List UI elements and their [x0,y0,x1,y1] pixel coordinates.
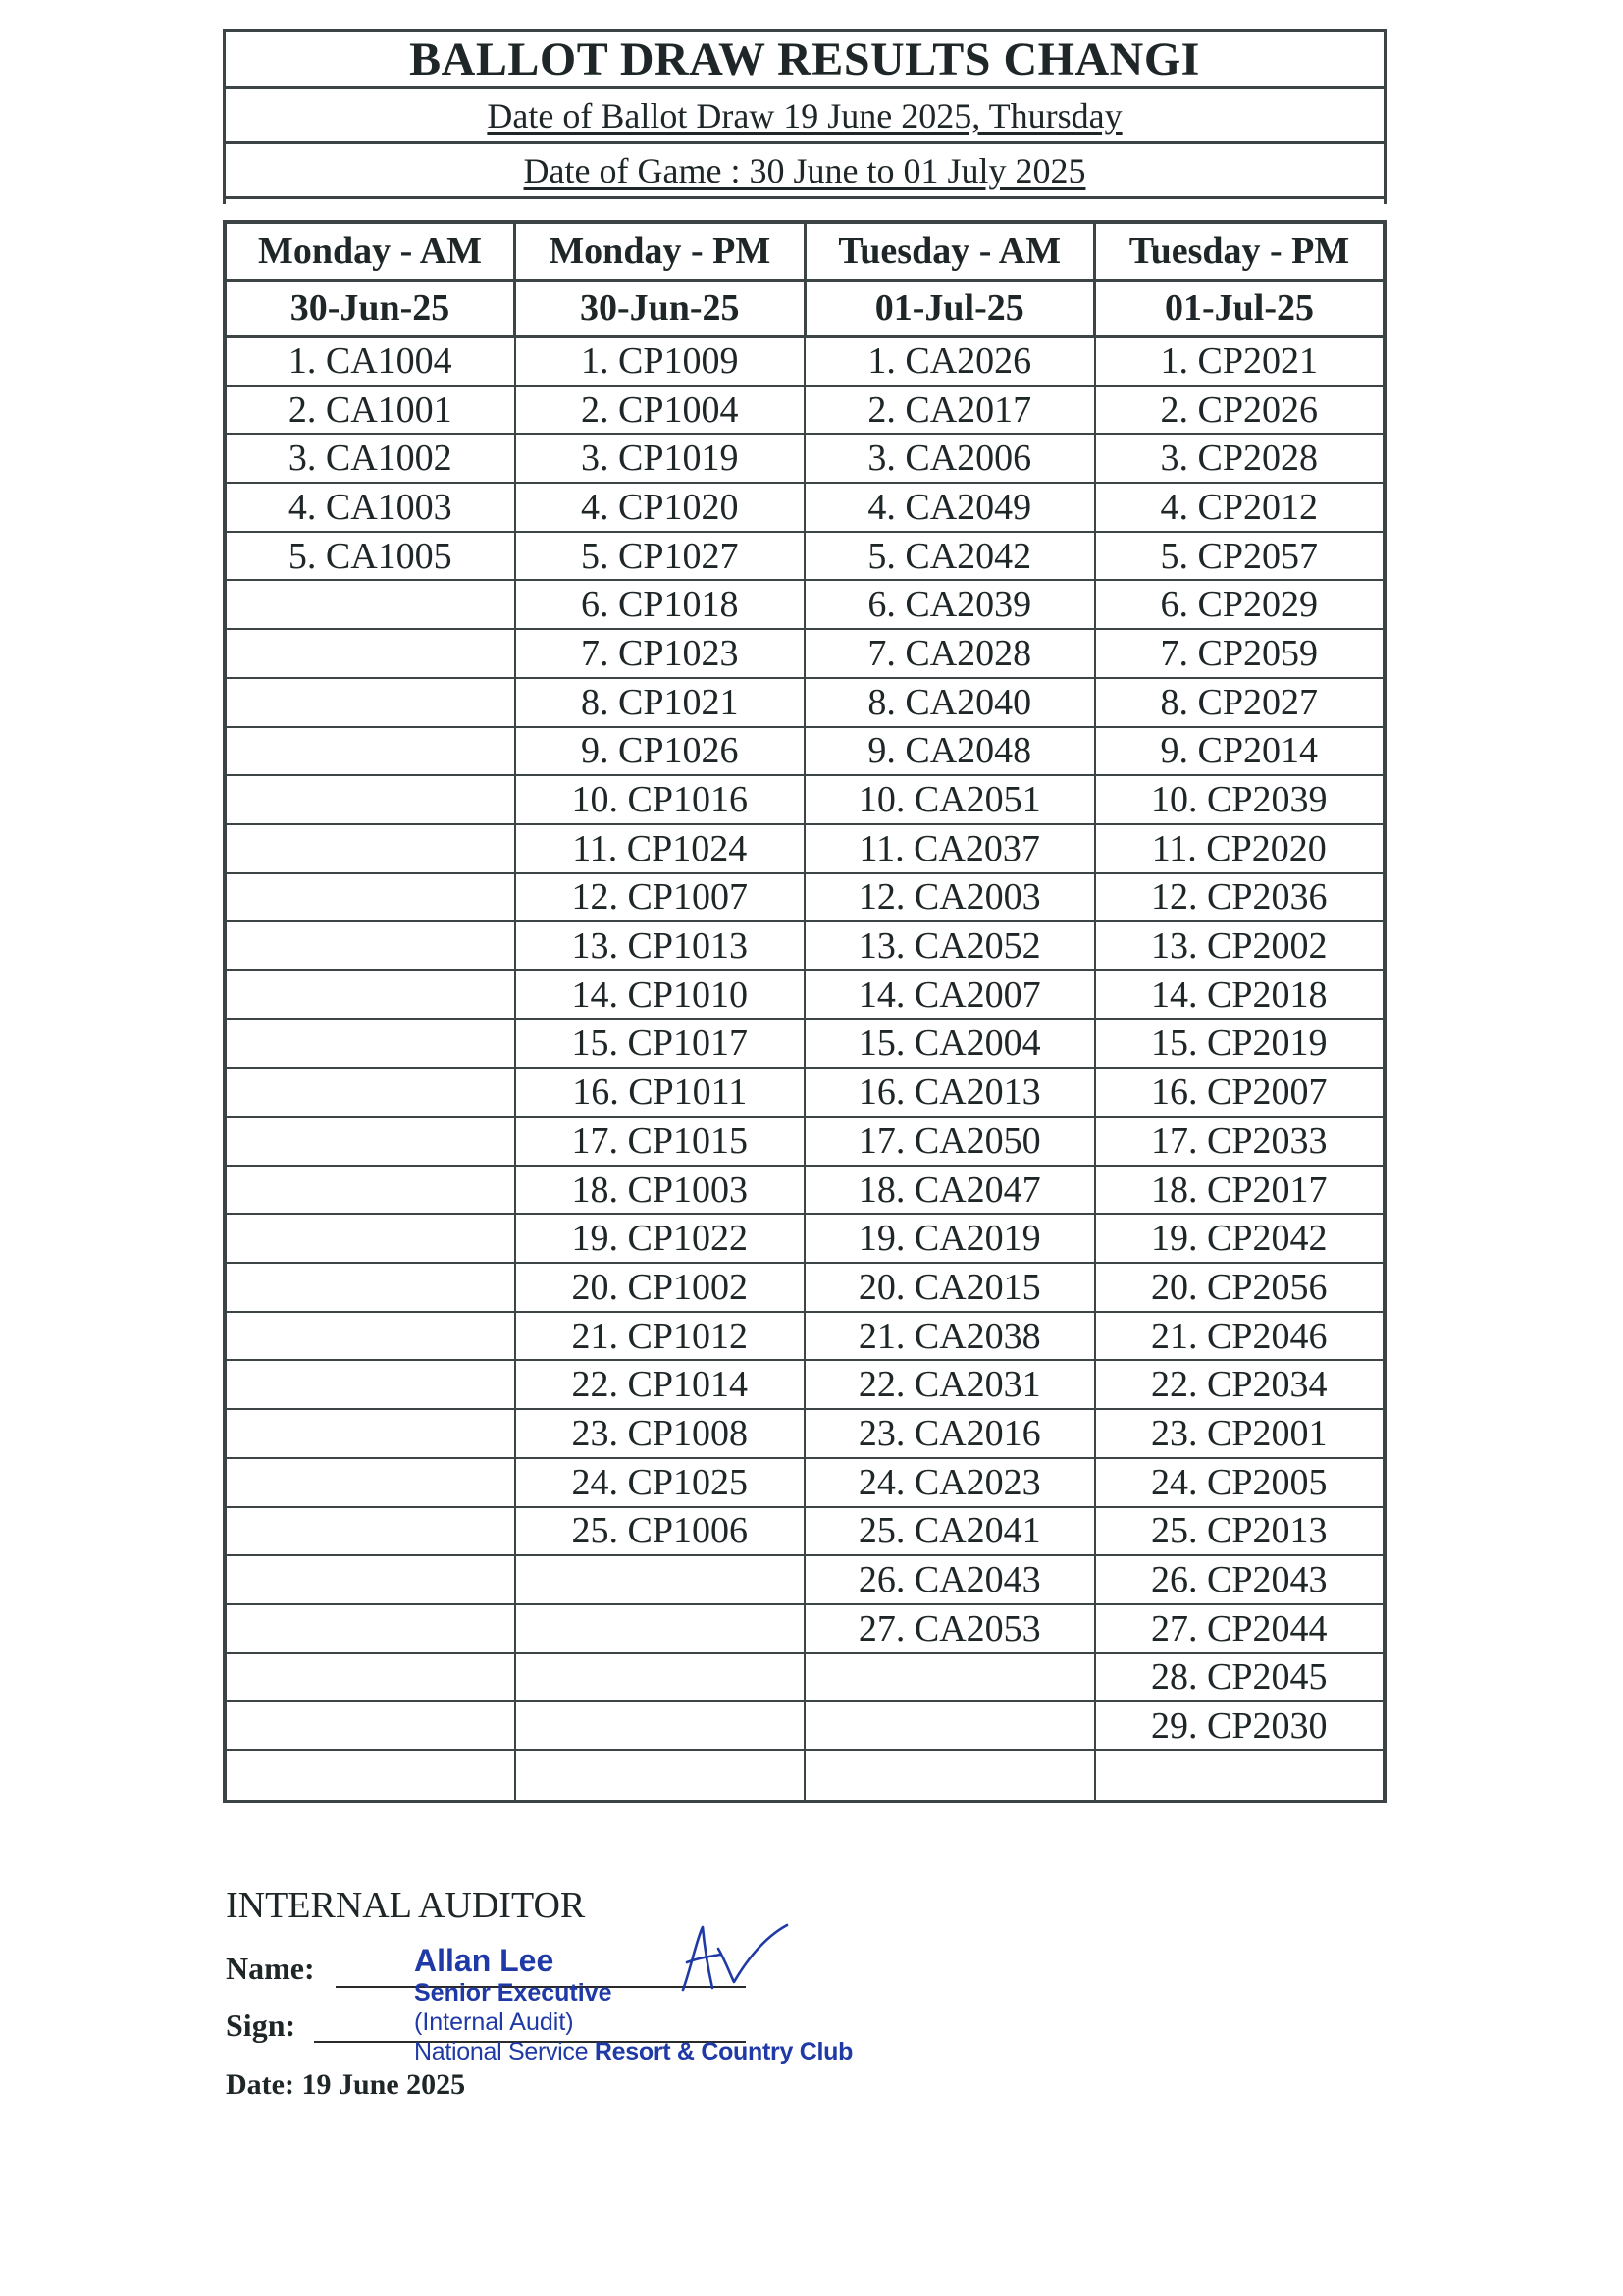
result-cell-tuesday-am: 5. CA2042 [805,532,1095,581]
game-date: Date of Game : 30 June to 01 July 2025 [523,150,1086,190]
table-row [225,970,1385,1019]
result-cell-tuesday-pm: 21. CP2046 [1095,1312,1386,1361]
result-cell-monday-am [225,1653,515,1702]
result-cell-tuesday-am: 3. CA2006 [805,434,1095,483]
result-cell-monday-pm: 21. CP1012 [515,1312,806,1361]
result-cell-tuesday-am: 20. CA2015 [805,1263,1095,1312]
result-cell-tuesday-pm: 3. CP2028 [1095,434,1386,483]
result-cell-monday-pm [515,1750,806,1801]
header-banner [223,29,1387,204]
name-label: Name: [226,1951,315,1986]
table-row [225,824,1385,873]
table-row [225,1604,1385,1653]
table-row [225,1263,1385,1312]
result-cell-tuesday-am: 1. CA2026 [805,337,1095,386]
result-cell-tuesday-am: 25. CA2041 [805,1507,1095,1556]
result-cell-monday-pm: 13. CP1013 [515,921,806,970]
stamp-org-bold: Resort & Country Club [594,2038,854,2065]
result-cell-tuesday-am: 4. CA2049 [805,483,1095,532]
table-row [225,1409,1385,1458]
page-title: BALLOT DRAW RESULTS CHANGI [409,33,1200,85]
table-row [225,1750,1385,1801]
table-row [225,580,1385,629]
result-cell-tuesday-am [805,1701,1095,1750]
result-cell-tuesday-pm: 16. CP2007 [1095,1068,1386,1117]
result-cell-tuesday-pm: 15. CP2019 [1095,1019,1386,1069]
result-cell-tuesday-am: 15. CA2004 [805,1019,1095,1069]
result-cell-tuesday-am: 24. CA2023 [805,1458,1095,1507]
result-cell-tuesday-am: 10. CA2051 [805,775,1095,824]
result-cell-monday-am [225,1458,515,1507]
result-cell-monday-am [225,1312,515,1361]
table-row [225,1019,1385,1069]
sign-label: Sign: [226,2008,296,2043]
result-cell-tuesday-am: 7. CA2028 [805,629,1095,678]
ballot-results-table [223,220,1387,1803]
result-cell-monday-am [225,824,515,873]
column-date-tuesday-pm: 01-Jul-25 [1095,281,1386,337]
result-cell-monday-am [225,580,515,629]
table-row [225,386,1385,435]
handwritten-signature [675,1919,793,1998]
result-cell-monday-am [225,629,515,678]
table-row [225,483,1385,532]
result-cell-tuesday-pm: 13. CP2002 [1095,921,1386,970]
result-cell-monday-am: 4. CA1003 [225,483,515,532]
result-cell-tuesday-pm: 12. CP2036 [1095,873,1386,922]
result-cell-tuesday-am: 23. CA2016 [805,1409,1095,1458]
stamp-name: Allan Lee [414,1943,554,1978]
result-cell-tuesday-pm: 11. CP2020 [1095,824,1386,873]
result-cell-tuesday-am: 11. CA2037 [805,824,1095,873]
column-header-monday-pm: Monday - PM [515,222,806,281]
result-cell-monday-am [225,678,515,727]
result-cell-tuesday-pm: 8. CP2027 [1095,678,1386,727]
result-cell-monday-am [225,1507,515,1556]
result-cell-tuesday-pm: 20. CP2056 [1095,1263,1386,1312]
result-cell-monday-am [225,1701,515,1750]
result-cell-monday-am: 1. CA1004 [225,337,515,386]
table-row [225,727,1385,776]
result-cell-monday-pm: 2. CP1004 [515,386,806,435]
table-row [225,1701,1385,1750]
table-row [225,1507,1385,1556]
result-cell-tuesday-pm: 5. CP2057 [1095,532,1386,581]
result-cell-monday-pm: 18. CP1003 [515,1166,806,1215]
result-cell-tuesday-am: 14. CA2007 [805,970,1095,1019]
table-row [225,873,1385,922]
table-row [225,1653,1385,1702]
result-cell-tuesday-am: 8. CA2040 [805,678,1095,727]
result-cell-tuesday-pm: 25. CP2013 [1095,1507,1386,1556]
result-cell-monday-pm: 9. CP1026 [515,727,806,776]
result-cell-tuesday-pm: 6. CP2029 [1095,580,1386,629]
result-cell-monday-pm [515,1555,806,1604]
result-cell-tuesday-am: 26. CA2043 [805,1555,1095,1604]
result-cell-tuesday-pm: 1. CP2021 [1095,337,1386,386]
result-cell-monday-am [225,1214,515,1263]
table-row [225,1555,1385,1604]
result-cell-tuesday-pm: 26. CP2043 [1095,1555,1386,1604]
result-cell-monday-am [225,1117,515,1166]
result-cell-monday-pm: 22. CP1014 [515,1360,806,1409]
table-row [225,921,1385,970]
result-cell-tuesday-am: 17. CA2050 [805,1117,1095,1166]
result-cell-monday-pm: 4. CP1020 [515,483,806,532]
result-cell-tuesday-pm: 14. CP2018 [1095,970,1386,1019]
result-cell-monday-pm: 17. CP1015 [515,1117,806,1166]
result-cell-tuesday-pm: 28. CP2045 [1095,1653,1386,1702]
result-cell-monday-am [225,1409,515,1458]
result-cell-monday-am [225,1750,515,1801]
result-cell-monday-am: 2. CA1001 [225,386,515,435]
result-cell-monday-am [225,1360,515,1409]
result-cell-tuesday-am: 27. CA2053 [805,1604,1095,1653]
result-cell-tuesday-pm: 2. CP2026 [1095,386,1386,435]
table-row [225,1312,1385,1361]
result-cell-tuesday-am: 19. CA2019 [805,1214,1095,1263]
result-cell-tuesday-pm: 10. CP2039 [1095,775,1386,824]
result-cell-monday-am [225,1068,515,1117]
column-header-monday-am: Monday - AM [225,222,515,281]
result-cell-monday-pm: 5. CP1027 [515,532,806,581]
table-row [225,629,1385,678]
result-cell-tuesday-am: 21. CA2038 [805,1312,1095,1361]
table-row [225,1214,1385,1263]
game-date-row [226,144,1384,199]
result-cell-monday-am [225,775,515,824]
result-cell-tuesday-pm: 23. CP2001 [1095,1409,1386,1458]
stamp-department: (Internal Audit) [414,2009,574,2036]
result-cell-monday-pm: 15. CP1017 [515,1019,806,1069]
result-cell-tuesday-am: 2. CA2017 [805,386,1095,435]
result-cell-monday-am [225,1166,515,1215]
result-cell-tuesday-am: 18. CA2047 [805,1166,1095,1215]
results-body [225,337,1385,1801]
result-cell-monday-am [225,1263,515,1312]
result-cell-tuesday-am [805,1750,1095,1801]
audit-date: Date: 19 June 2025 [226,2068,466,2101]
result-cell-tuesday-pm: 9. CP2014 [1095,727,1386,776]
result-cell-monday-pm: 6. CP1018 [515,580,806,629]
result-cell-tuesday-pm: 19. CP2042 [1095,1214,1386,1263]
table-row [225,532,1385,581]
result-cell-monday-pm [515,1701,806,1750]
column-header-tuesday-pm: Tuesday - PM [1095,222,1386,281]
table-row [225,1068,1385,1117]
column-date-monday-pm: 30-Jun-25 [515,281,806,337]
result-cell-monday-pm: 11. CP1024 [515,824,806,873]
result-cell-monday-am: 5. CA1005 [225,532,515,581]
result-cell-tuesday-pm: 7. CP2059 [1095,629,1386,678]
date-header-row [225,281,1385,337]
result-cell-tuesday-pm: 17. CP2033 [1095,1117,1386,1166]
result-cell-tuesday-pm: 22. CP2034 [1095,1360,1386,1409]
result-cell-monday-pm: 14. CP1010 [515,970,806,1019]
result-cell-tuesday-am [805,1653,1095,1702]
table-row [225,1360,1385,1409]
result-cell-monday-am: 3. CA1002 [225,434,515,483]
table-row [225,434,1385,483]
column-header-tuesday-am: Tuesday - AM [805,222,1095,281]
result-cell-tuesday-pm [1095,1750,1386,1801]
result-cell-monday-pm: 1. CP1009 [515,337,806,386]
table-row [225,1166,1385,1215]
result-cell-monday-pm: 10. CP1016 [515,775,806,824]
table-row [225,337,1385,386]
result-cell-monday-am [225,1555,515,1604]
auditor-heading: INTERNAL AUDITOR [226,1885,586,1926]
result-cell-monday-pm: 16. CP1011 [515,1068,806,1117]
result-cell-tuesday-am: 12. CA2003 [805,873,1095,922]
result-cell-monday-pm: 3. CP1019 [515,434,806,483]
stamp-org-regular: National Service [414,2038,589,2065]
result-cell-monday-pm: 20. CP1002 [515,1263,806,1312]
result-cell-tuesday-pm: 24. CP2005 [1095,1458,1386,1507]
result-cell-tuesday-pm: 4. CP2012 [1095,483,1386,532]
day-header-row [225,222,1385,281]
column-date-monday-am: 30-Jun-25 [225,281,515,337]
result-cell-tuesday-pm: 29. CP2030 [1095,1701,1386,1750]
stamp-role: Senior Executive [414,1979,612,2007]
result-cell-monday-pm: 8. CP1021 [515,678,806,727]
result-cell-monday-am [225,921,515,970]
result-cell-monday-pm: 23. CP1008 [515,1409,806,1458]
table-row [225,775,1385,824]
result-cell-monday-am [225,1019,515,1069]
table-row [225,678,1385,727]
result-cell-monday-pm: 12. CP1007 [515,873,806,922]
result-cell-monday-pm [515,1604,806,1653]
ballot-date-row [226,89,1384,144]
result-cell-monday-pm: 25. CP1006 [515,1507,806,1556]
result-cell-tuesday-am: 16. CA2013 [805,1068,1095,1117]
result-cell-monday-am [225,727,515,776]
table-row [225,1117,1385,1166]
result-cell-monday-am [225,1604,515,1653]
result-cell-tuesday-pm: 18. CP2017 [1095,1166,1386,1215]
ballot-date: Date of Ballot Draw 19 June 2025, Thursday [487,95,1123,135]
stamp-organisation [414,2037,853,2066]
result-cell-monday-pm [515,1653,806,1702]
result-cell-tuesday-pm: 27. CP2044 [1095,1604,1386,1653]
result-cell-tuesday-am: 9. CA2048 [805,727,1095,776]
result-cell-monday-pm: 7. CP1023 [515,629,806,678]
result-cell-monday-am [225,873,515,922]
title-row [226,32,1384,89]
table-row [225,1458,1385,1507]
result-cell-monday-pm: 24. CP1025 [515,1458,806,1507]
result-cell-tuesday-am: 13. CA2052 [805,921,1095,970]
result-cell-monday-am [225,970,515,1019]
column-date-tuesday-am: 01-Jul-25 [805,281,1095,337]
result-cell-tuesday-am: 6. CA2039 [805,580,1095,629]
result-cell-monday-pm: 19. CP1022 [515,1214,806,1263]
result-cell-tuesday-am: 22. CA2031 [805,1360,1095,1409]
